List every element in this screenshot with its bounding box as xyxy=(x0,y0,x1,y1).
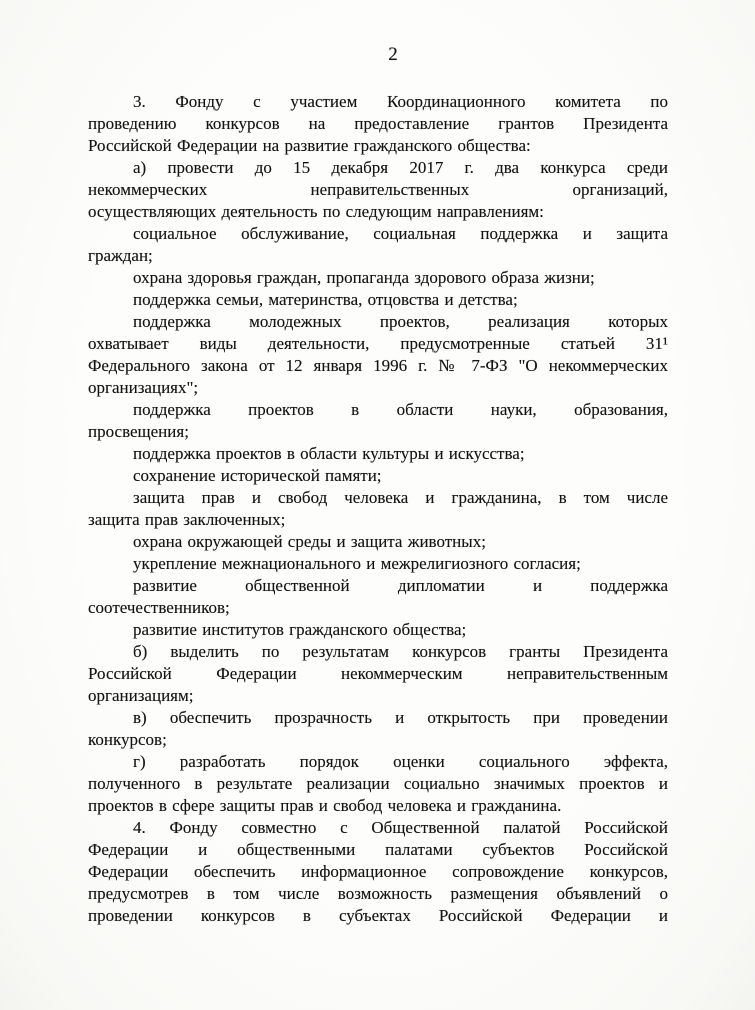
text-line: укрепление межнационального и межрелигиозного согласия; xyxy=(133,554,581,573)
text-line: охватывает виды деятельности, предусмотренные статьей 31¹ xyxy=(88,334,668,353)
text-line: сохранение исторической памяти; xyxy=(133,466,382,485)
text-line: просвещения; xyxy=(88,422,189,441)
text-line: б) выделить по результатам конкурсов гранты Президента xyxy=(133,642,668,661)
text-line: проведении конкурсов в субъектах Российской Федерации и xyxy=(88,906,668,925)
text-line: полученного в результате реализации социально значимых проектов и xyxy=(88,774,668,793)
text-line: Федерального закона от 12 января 1996 г. № 7-ФЗ "О некоммерческих xyxy=(88,356,668,375)
text-line: проектов в сфере защиты прав и свобод человека и гражданина. xyxy=(88,796,562,815)
paragraph xyxy=(88,553,668,575)
document-body xyxy=(88,91,668,927)
text-line: г) разработать порядок оценки социального эффекта, xyxy=(133,752,668,771)
paragraph xyxy=(88,641,668,707)
text-line: проведению конкурсов на предоставление грантов Президента xyxy=(88,114,668,133)
paragraph xyxy=(88,267,668,289)
paragraph xyxy=(88,443,668,465)
paragraph xyxy=(88,487,668,531)
text-line: охрана здоровья граждан, пропаганда здорового образа жизни; xyxy=(133,268,595,287)
text-line: Российской Федерации некоммерческим неправительственным xyxy=(88,664,668,683)
text-line: организациях"; xyxy=(88,378,199,397)
paragraph xyxy=(88,751,668,817)
text-line: защита прав заключенных; xyxy=(88,510,286,529)
text-line: в) обеспечить прозрачность и открытость при проведении xyxy=(133,708,668,727)
paragraph xyxy=(88,575,668,619)
paragraph xyxy=(88,289,668,311)
paragraph xyxy=(88,817,668,927)
text-line: развитие институтов гражданского общества; xyxy=(133,620,467,639)
text-line: охрана окружающей среды и защита животных; xyxy=(133,532,486,551)
text-line: поддержка проектов в области науки, образования, xyxy=(133,400,668,419)
page-number: 2 xyxy=(388,44,398,65)
paragraph xyxy=(88,465,668,487)
paragraph xyxy=(88,223,668,267)
text-line: защита прав и свобод человека и гражданина, в том числе xyxy=(133,488,668,507)
text-line: конкурсов; xyxy=(88,730,167,749)
paragraph xyxy=(88,157,668,223)
text-line: поддержка семьи, материнства, отцовства и детства; xyxy=(133,290,518,309)
paragraph xyxy=(88,707,668,751)
text-line: некоммерческих неправительственных организаций, xyxy=(88,180,668,199)
paragraph xyxy=(88,91,668,157)
paragraph xyxy=(88,531,668,553)
text-line: граждан; xyxy=(88,246,153,265)
text-line: Российской Федерации на развитие гражданского общества: xyxy=(88,136,531,155)
text-line: Федерации и общественными палатами субъектов Российской xyxy=(88,840,668,859)
text-line: а) провести до 15 декабря 2017 г. два конкурса среди xyxy=(133,158,668,177)
text-line: Федерации обеспечить информационное сопровождение конкурсов, xyxy=(88,862,668,881)
text-line: соотечественников; xyxy=(88,598,230,617)
paragraph xyxy=(88,399,668,443)
text-line: 3. Фонду с участием Координационного комитета по xyxy=(133,92,668,111)
text-line: развитие общественной дипломатии и поддержка xyxy=(133,576,668,595)
text-line: социальное обслуживание, социальная поддержка и защита xyxy=(133,224,668,243)
text-line: организациям; xyxy=(88,686,194,705)
text-line: осуществляющих деятельность по следующим направлениям: xyxy=(88,202,544,221)
paragraph xyxy=(88,311,668,399)
text-line: 4. Фонду совместно с Общественной палатой Российской xyxy=(133,818,668,837)
paragraph xyxy=(88,619,668,641)
text-line: поддержка проектов в области культуры и искусства; xyxy=(133,444,525,463)
text-line: поддержка молодежных проектов, реализация которых xyxy=(133,312,668,331)
text-line: предусмотрев в том числе возможность размещения объявлений о xyxy=(88,884,668,903)
